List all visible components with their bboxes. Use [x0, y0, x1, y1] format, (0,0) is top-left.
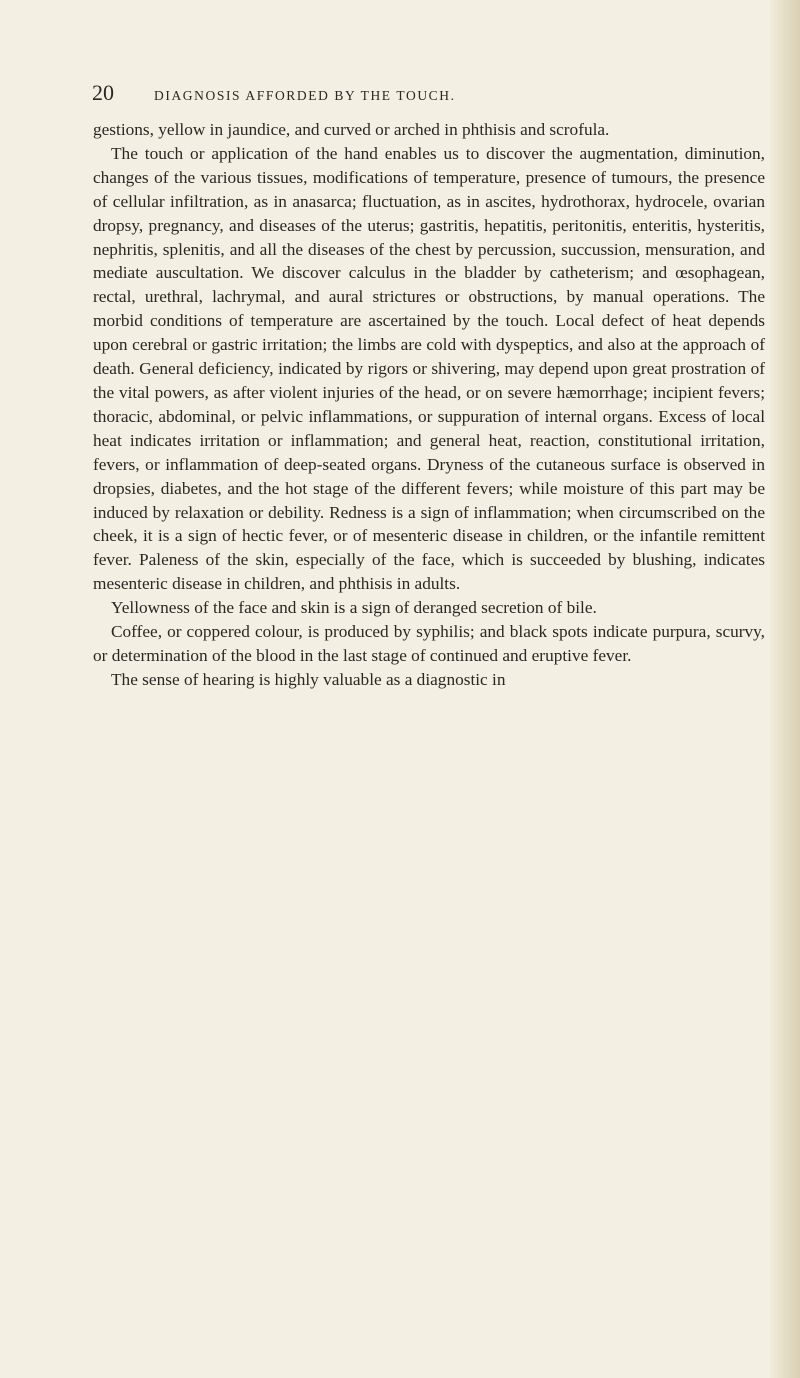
paragraph-continuation: gestions, yellow in jaundice, and curved or arched in phthisis and scrofula. [93, 120, 610, 139]
body-text [93, 118, 765, 692]
paragraph-coffee: Coffee, or coppered colour, is produced by syphilis; and black spots indicate purpura, scurvy, or determination of the blood in the last stage of continued and eruptive fever. [93, 622, 765, 665]
paragraph-yellowness: Yellowness of the face and skin is a sign of deranged secretion of bile. [111, 598, 597, 618]
page-number: 20 [92, 80, 114, 105]
paragraph-touch: The touch or application of the hand enables us to discover the augmentation, diminution, changes of the various tissues, modifications of temperature, presence of tumours, the presence of cellular infiltration, as in anasarca; fluctuation, as in ascites, hydrothorax, hydrocele, ovarian dropsy, pregnancy, and diseases of the uterus; gastritis, hepatitis, peritonitis, enteritis, hysteritis, nephritis, splenitis, and all the diseases of the chest by percussion, succussion, mensuration, and mediate auscultation. We discover calculus in the bladder by catheterism; and œsophagean, rectal, urethral, lachrymal, and aural strictures or obstructions, by manual operations. The morbid conditions of temperature are ascertained by the touch. Local defect of heat depends upon cerebral or gastric irritation; the limbs are cold with dyspeptics, and also at the approach of death. General deficiency, indicated by rigors or shivering, may depend upon great prostration of the vital powers, as after violent injuries of the head, or on severe hæmorrhage; incipient fevers; thoracic, abdominal, or pelvic inflammations, or suppuration of internal organs. Excess of local heat indicates irritation or inflammation; and general heat, reaction, constitutional irritation, fevers, or inflammation of deep-seated organs. Dryness of the cutaneous surface is observed in dropsies, diabetes, and the hot stage of the different fevers; while moisture of this part may be induced by relaxation or debility. Redness is a sign of inflammation; when circumscribed on the cheek, it is a sign of hectic fever, or of mesenteric disease in children, or the infantile remittent fever. Paleness of the skin, especially of the face, which is succeeded by blushing, indicates mesenteric disease in children, and phthisis in adults. [93, 143, 765, 594]
page-edge-shadow [770, 0, 800, 1378]
page-header [92, 80, 772, 114]
running-title: DIAGNOSIS AFFORDED BY THE TOUCH. [154, 88, 456, 103]
paragraph-hearing: The sense of hearing is highly valuable as a diagnostic in [111, 669, 506, 689]
